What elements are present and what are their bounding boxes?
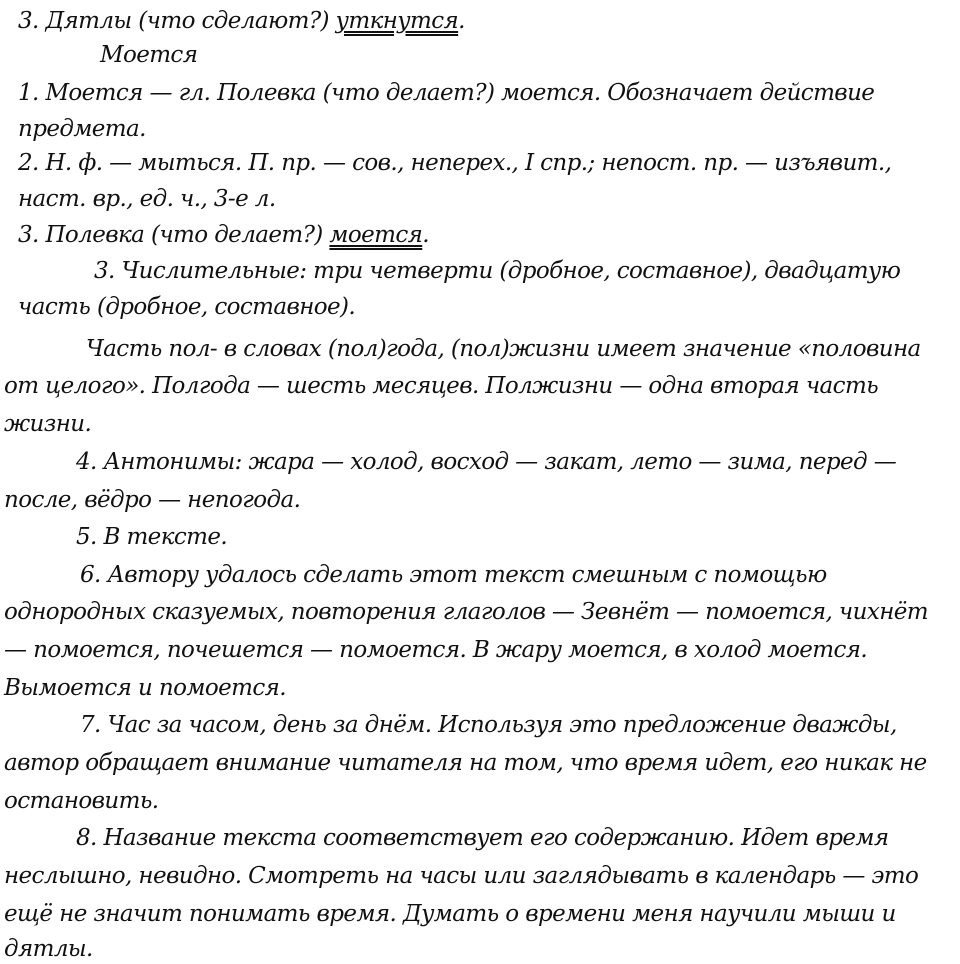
antonyms-paragraph-line-1: 4. Антонимы: жара — холод, восход — закат, лето — зима, перед — (76, 449, 897, 475)
pol-paragraph-line-2: от целого». Полгода — шесть месяцев. Полжизни — одна вторая часть (4, 373, 879, 399)
hour-paragraph-line-3: остановить. (4, 788, 159, 814)
humor-paragraph-line-3: — помоется, почешется — помоется. В жару моется, в холод моется. (4, 637, 868, 663)
numerals-paragraph-line-1: 3. Числительные: три четверти (дробное, составное), двадцатую (94, 258, 901, 284)
analysis-point-3-line (18, 220, 429, 250)
title-paragraph-line-4: дятлы. (4, 936, 93, 962)
antonyms-paragraph-line-2: после, вёдро — непогода. (4, 487, 301, 513)
pol-paragraph-line-3: жизни. (4, 411, 92, 437)
title-paragraph-line-2: неслышно, невидно. Смотреть на часы или заглядывать в календарь — это (4, 863, 919, 889)
hour-paragraph-line-1: 7. Час за часом, день за днём. Используя это предложение дважды, (80, 712, 897, 738)
item-3-suffix: . (458, 8, 465, 34)
title-paragraph-line-1: 8. Название текста соответствует его содержанию. Идет время (76, 825, 889, 851)
analysis-point-2-line-2: наст. вр., ед. ч., 3-е л. (18, 186, 276, 212)
hour-paragraph-line-2: автор обращает внимание читателя на том, что время идет, его никак не (4, 750, 927, 776)
numerals-paragraph-line-2: часть (дробное, составное). (18, 294, 356, 320)
pol-paragraph-line-1: Часть пол- в словах (пол)года, (пол)жизни имеет значение «половина (86, 336, 921, 362)
analysis-point-3-suffix: . (422, 222, 429, 248)
in-text-paragraph-line-1: 5. В тексте. (76, 524, 228, 550)
analysis-point-2-line-1: 2. Н. ф. — мыться. П. пр. — сов., неперех., I спр.; непост. пр. — изъявит., (18, 150, 892, 176)
word-heading: Моется (100, 42, 198, 68)
analysis-point-1-line-1: 1. Моется — гл. Полевка (что делает?) моется. Обозначает действие (18, 80, 875, 106)
analysis-point-1-line-2: предмета. (18, 116, 146, 142)
humor-paragraph-line-1: 6. Автору удалось сделать этот текст смешным с помощью (80, 562, 827, 588)
item-3-underlined-predicate: уткнутся (335, 8, 459, 34)
humor-paragraph-line-4: Вымоется и помоется. (4, 675, 286, 701)
title-paragraph-line-3: ещё не значит понимать время. Думать о времени меня научили мыши и (4, 901, 896, 927)
item-3-prefix: 3. Дятлы (что сделают?) (18, 8, 336, 34)
humor-paragraph-line-2: однородных сказуемых, повторения глаголов — Зевнёт — помоется, чихнёт (4, 599, 928, 625)
item-3-dyatly-line (18, 6, 465, 36)
analysis-point-3-underlined-predicate: моется (329, 222, 423, 248)
analysis-point-3-prefix: 3. Полевка (что делает?) (18, 222, 330, 248)
